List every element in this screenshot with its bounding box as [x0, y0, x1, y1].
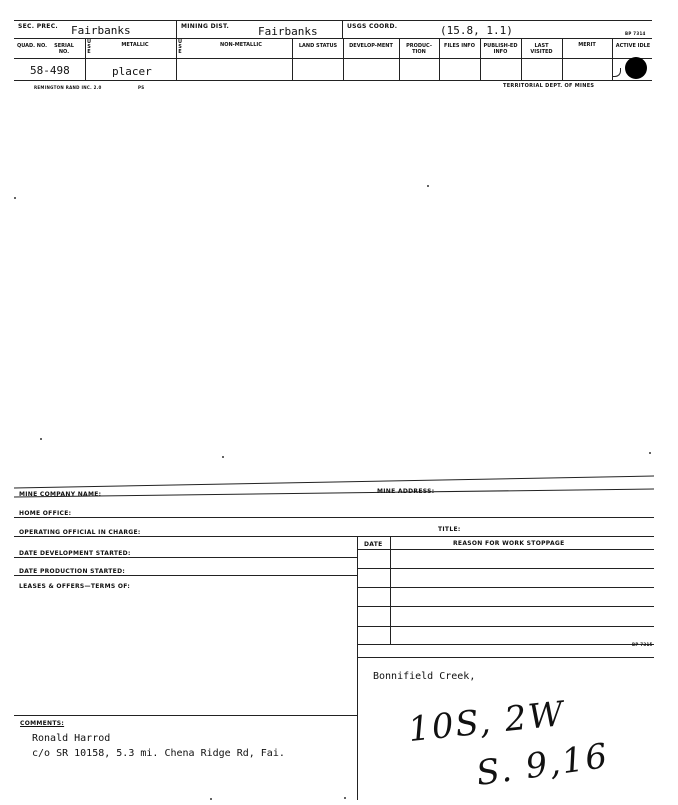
header-divider	[176, 20, 177, 38]
form-code: BP 7314	[625, 31, 646, 36]
col-use-2: U S E	[177, 39, 183, 55]
col-merit: MERIT	[578, 42, 596, 48]
col-divider	[292, 38, 293, 80]
stoppage-row	[357, 644, 654, 645]
comments-rule	[14, 715, 357, 716]
handwritten-sections: S. 9,16	[473, 735, 612, 795]
comments-line-1: Ronald Harrod	[32, 733, 111, 744]
col-divider	[399, 38, 400, 80]
col-quad-no: QUAD. NO.	[16, 43, 48, 49]
top-rule-svg	[0, 470, 678, 500]
stoppage-divider	[357, 536, 358, 800]
mine-company-label: MINE COMPANY NAME:	[19, 491, 102, 498]
active-status-dot	[625, 57, 647, 79]
home-office-label: HOME OFFICE:	[19, 510, 72, 517]
stoppage-row	[357, 568, 654, 569]
col-serial-no: SERIAL NO.	[54, 43, 74, 55]
col-active-idle: ACTIVE IDLE	[615, 43, 651, 49]
speck	[14, 197, 16, 199]
col-development: DEVELOP-MENT	[349, 43, 393, 49]
department-imprint: TERRITORIAL DEPT. OF MINES	[503, 83, 595, 89]
col-divider	[521, 38, 522, 80]
stoppage-code: BP 7315	[632, 642, 653, 647]
home-office-rule	[14, 517, 654, 518]
official-rule	[14, 536, 654, 537]
mining-dist-value: Fairbanks	[258, 25, 318, 38]
mine-address-label: MINE ADDRESS:	[377, 488, 435, 495]
printer-code: PS	[138, 85, 145, 90]
location-text: Bonnifield Creek,	[373, 671, 476, 682]
quad-serial-value: 58-498	[30, 64, 70, 77]
col-divider	[480, 38, 481, 80]
speck	[210, 798, 212, 800]
col-files-info: FILES INFO	[444, 43, 475, 49]
header-bottom-rule	[14, 38, 652, 39]
pen-mark	[612, 68, 621, 77]
col-use: U S E	[86, 39, 92, 55]
usgs-coord-value: (15.8, 1.1)	[440, 24, 513, 37]
handwritten-township: 10S, 2W	[406, 693, 568, 751]
stoppage-reason-label: REASON FOR WORK STOPPAGE	[453, 540, 565, 547]
date-development-label: DATE DEVELOPMENT STARTED:	[19, 550, 131, 557]
location-rule	[357, 657, 654, 658]
stoppage-row	[357, 587, 654, 588]
header-divider	[342, 20, 343, 38]
speck	[427, 185, 429, 187]
col-last-visited: LAST VISITED	[530, 43, 553, 55]
column-header-rule	[14, 58, 652, 59]
col-divider	[439, 38, 440, 80]
mining-dist-label: MINING DIST.	[181, 23, 230, 30]
stoppage-date-divider	[390, 536, 391, 644]
row-bottom-rule	[14, 80, 652, 81]
stoppage-row	[357, 626, 654, 627]
speck	[40, 438, 42, 440]
date-prod-rule	[14, 575, 357, 576]
date-dev-rule	[14, 557, 357, 558]
metallic-value: placer	[112, 65, 152, 78]
speck	[344, 797, 346, 799]
col-published-info: PUBLISH-ED INFO	[483, 43, 518, 55]
sec-prec-value: Fairbanks	[71, 24, 131, 37]
leases-label: LEASES & OFFERS—TERMS OF:	[19, 583, 131, 590]
col-non-metallic: NON-METALLIC	[220, 42, 262, 48]
comments-label: COMMENTS:	[20, 720, 65, 727]
comments-line-2: c/o SR 10158, 5.3 mi. Chena Ridge Rd, Fai.	[32, 748, 285, 759]
col-production: PRODUC-TION	[406, 43, 432, 55]
speck	[649, 452, 651, 454]
operating-official-label: OPERATING OFFICIAL IN CHARGE:	[19, 529, 141, 536]
printer-imprint: REMINGTON RAND INC. 2.0	[34, 85, 102, 90]
stoppage-header-rule	[357, 549, 654, 550]
date-production-label: DATE PRODUCTION STARTED:	[19, 568, 126, 575]
stoppage-row	[357, 606, 654, 607]
col-land-status: LAND STATUS	[298, 43, 338, 49]
usgs-coord-label: USGS COORD.	[347, 23, 398, 30]
col-metallic: METALLIC	[121, 42, 149, 48]
speck	[222, 456, 224, 458]
header-top-rule	[14, 20, 652, 21]
sec-prec-label: SEC. PREC.	[18, 23, 58, 30]
stoppage-date-label: DATE	[364, 541, 383, 548]
col-divider	[562, 38, 563, 80]
col-divider	[343, 38, 344, 80]
title-label: TITLE:	[438, 526, 461, 533]
